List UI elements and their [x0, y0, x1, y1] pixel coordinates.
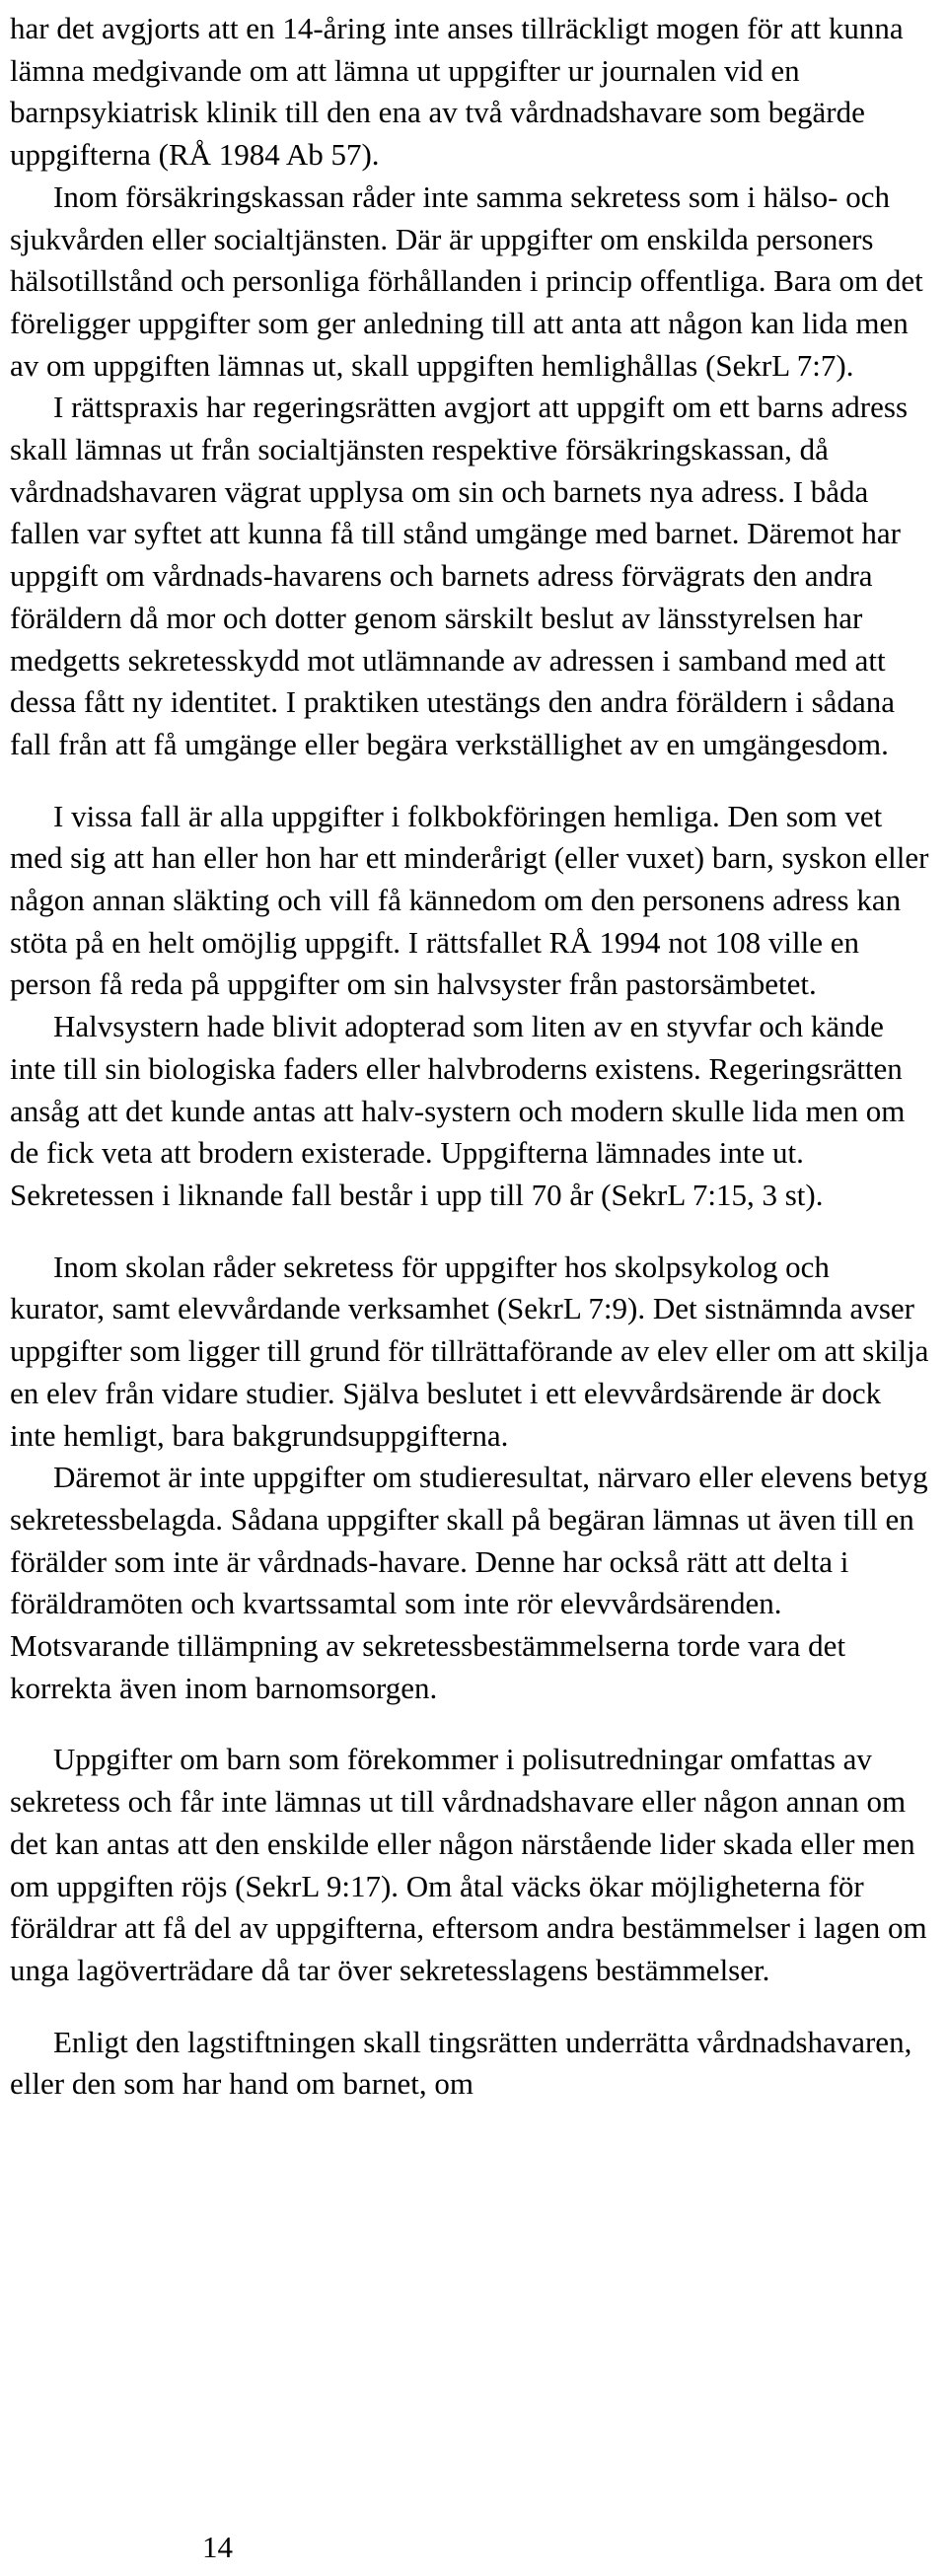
paragraph-8: Uppgifter om barn som förekommer i polisutredningar omfattas av sekretess och får inte lämnas ut till vårdnadshavare eller någon annan om det kan antas att den enskilde eller någon närstående lider skada eller men om uppgiften röjs (SekrL 9:17). Om åtal väcks ökar möjligheterna för föräldrar att få del av uppgifterna, eftersom andra bestämmelser i lagen om unga lagöverträdare då tar över sekretesslagens bestämmelser.	[10, 1742, 927, 1987]
paragraph-6: Inom skolan råder sekretess för uppgifter hos skolpsykolog och kurator, samt elevvårdande verksamhet (SekrL 7:9). Det sistnämnda avser uppgifter som ligger till grund för tillrättaförande av elev eller om att skilja en elev från vidare studier. Själva beslutet i ett elevvårdsärende är dock inte hemligt, bara bakgrundsuppgifterna.	[10, 1249, 929, 1453]
paragraph-4: I vissa fall är alla uppgifter i folkbokföringen hemliga. Den som vet med sig att han eller hon har ett minderårigt (eller vuxet) barn, syskon eller någon annan släkting och vill få kännedom om den personens adress kan stöta på en helt omöjlig uppgift. I rättsfallet RÅ 1994 not 108 ville en person få reda på uppgifter om sin halvsyster från pastorsämbetet.	[10, 798, 929, 1002]
paragraph-3: I rättspraxis har regeringsrätten avgjort att uppgift om ett barns adress skall lämnas ut från socialtjänsten respektive försäkringskassan, då vårdnadshavaren vägrat upplysa om sin och barnets nya adress. I båda fallen var syftet att kunna få till stånd umgänge med barnet. Däremot har uppgift om vårdnads-havarens och barnets adress förvägrats den andra föräldern då mor och dotter genom särskilt beslut av länsstyrelsen har medgetts sekretesskydd mot utlämnande av adressen i samband med att dessa fått ny identitet. I praktiken utestängs den andra föräldern i sådana fall från att få umgänge eller begära verkställighet av en umgängesdom.	[10, 390, 909, 761]
body-text	[10, 8, 929, 2106]
paragraph-2: Inom försäkringskassan råder inte samma sekretess som i hälso- och sjukvården eller socialtjänsten. Där är uppgifter om enskilda personers hälsotillstånd och personliga förhållanden i princip offentliga. Bara om det föreligger uppgifter som ger anledning till att anta att någon kan lida men av om uppgiften lämnas ut, skall uppgiften hemlighållas (SekrL 7:7).	[10, 179, 923, 383]
page-number: 14	[202, 2530, 233, 2564]
paragraph-5: Halvsystern hade blivit adopterad som liten av en styvfar och kände inte till sin biologiska faders eller halvbroderns existens. Regeringsrätten ansåg att det kunde antas att halv-systern och modern skulle lida men om de fick veta att brodern existerade. Uppgifterna lämnades inte ut. Sekretessen i liknande fall består i upp till 70 år (SekrL 7:15, 3 st).	[10, 1009, 906, 1212]
paragraph-1: har det avgjorts att en 14-åring inte anses tillräckligt mogen för att kunna lämna medgivande om att lämna ut uppgifter ur journalen vid en barnpsykiatrisk klinik till den ena av två vårdnadshavare som begärde uppgifterna (RÅ 1984 Ab 57).	[10, 11, 904, 173]
paragraph-7: Däremot är inte uppgifter om studieresultat, närvaro eller elevens betyg sekretessbelagda. Sådana uppgifter skall på begäran lämnas ut även till en förälder som inte är vårdnads-havare. Denne har också rätt att delta i föräldramöten och kvartssamtal som inte rör elevvårdsärenden. Motsvarande tillämpning av sekretessbestämmelserna torde vara det korrekta även inom barnomsorgen.	[10, 1460, 928, 1705]
paragraph-9: Enligt den lagstiftningen skall tingsrätten underrätta vårdnadshavaren, eller den som har hand om barnet, om	[10, 2024, 912, 2102]
